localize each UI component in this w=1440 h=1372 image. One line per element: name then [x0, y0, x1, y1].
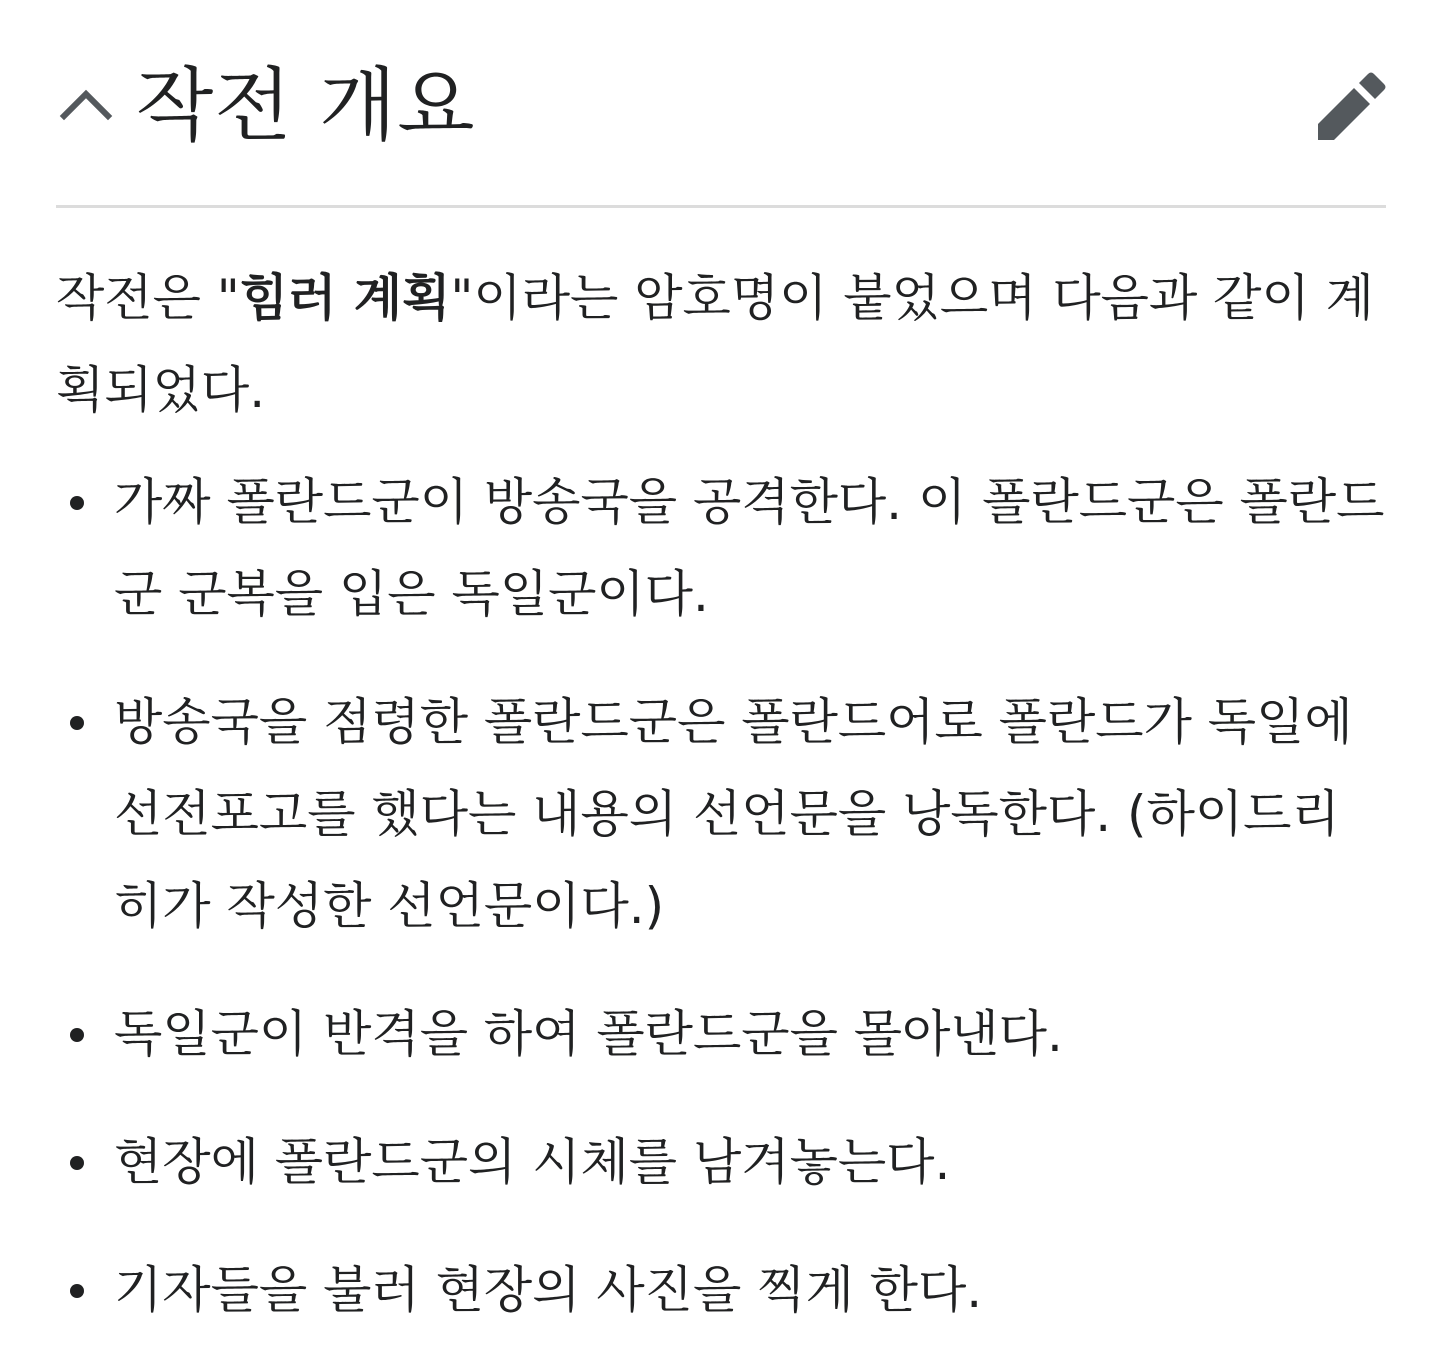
list-item-text: 가짜 폴란드군이 방송국을 공격한다. 이 폴란드군은 폴란드군 군복을 입은 독일군이다.: [114, 473, 1385, 623]
bullet-icon: [70, 1156, 84, 1170]
plan-list: [56, 456, 1386, 1336]
section-operation-overview: [56, 0, 1386, 1372]
list-item: [56, 1116, 1386, 1208]
list-item: [56, 988, 1386, 1080]
list-item-text: 독일군이 반격을 하여 폴란드군을 몰아낸다.: [114, 1005, 1063, 1063]
section-content: [56, 252, 1386, 1336]
list-item-text: 현장에 폴란드군의 시체를 남겨놓는다.: [114, 1133, 951, 1191]
codename-bold: 힘러 계획: [239, 269, 451, 327]
list-item: [56, 676, 1386, 952]
intro-paragraph: [56, 252, 1386, 436]
bullet-icon: [70, 716, 84, 730]
intro-text-after: "이라는 암호명이 붙었으며 다음과 같이 계획되었다.: [56, 269, 1374, 419]
bullet-icon: [70, 1028, 84, 1042]
list-item-text: 방송국을 점령한 폴란드군은 폴란드어로 폴란드가 독일에 선전포고를 했다는 내용의 선언문을 낭독한다. (하이드리히가 작성한 선언문이다.): [114, 693, 1353, 935]
bullet-icon: [70, 496, 84, 510]
section-header: [56, 0, 1386, 208]
list-item: [56, 456, 1386, 640]
bullet-icon: [70, 1284, 84, 1298]
list-item-text: 기자들을 불러 현장의 사진을 찍게 한다.: [114, 1261, 983, 1319]
pencil-icon[interactable]: [1314, 72, 1386, 144]
section-title: 작전 개요: [136, 59, 476, 152]
chevron-up-icon[interactable]: [58, 84, 114, 124]
list-item: [56, 1244, 1386, 1336]
intro-text-before: 작전은 ": [56, 269, 240, 327]
